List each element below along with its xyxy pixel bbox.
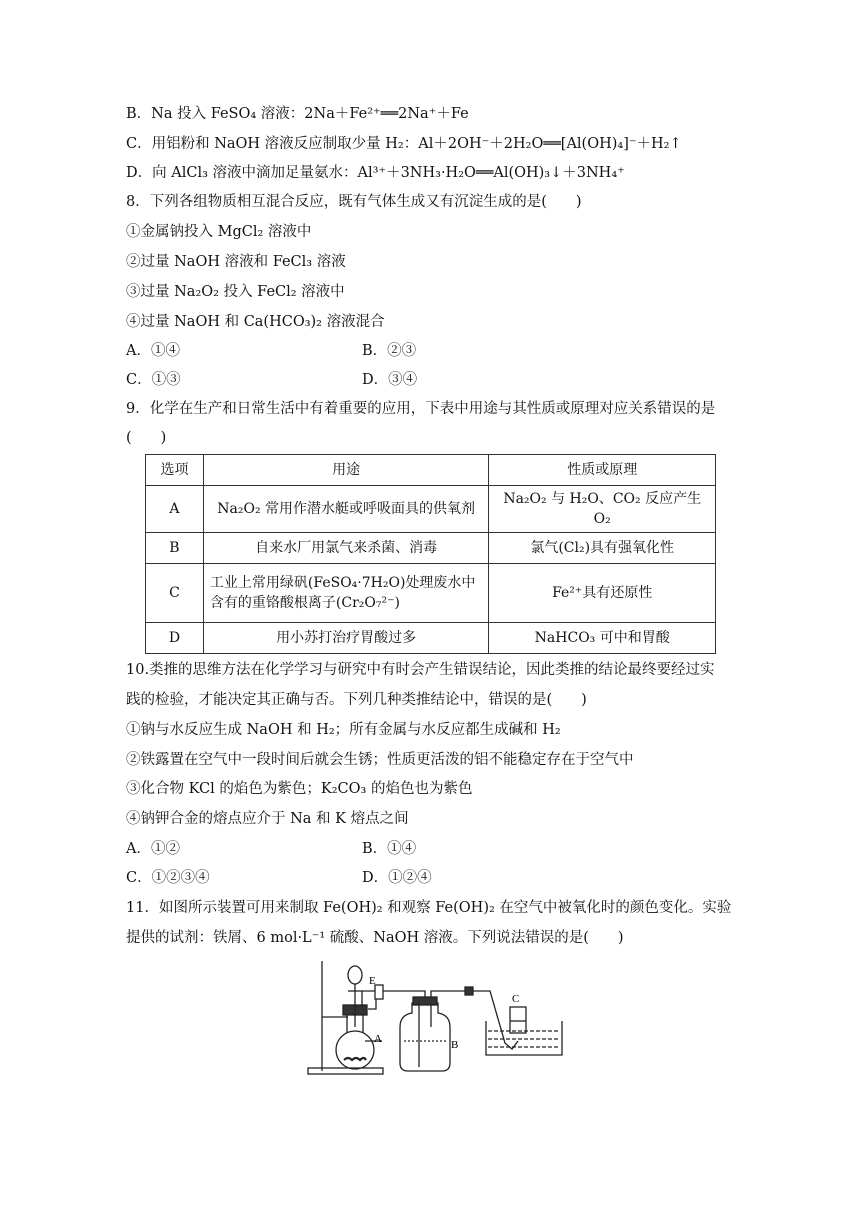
table-cell: B [146, 533, 204, 564]
table-cell: Na₂O₂ 常用作潜水艇或呼吸面具的供氧剂 [203, 486, 489, 533]
table-cell: 自来水厂用氯气来杀菌、消毒 [203, 533, 489, 564]
option-d-line: D．向 AlCl₃ 溶液中滴加足量氨水：Al³⁺＋3NH₃·H₂O══Al(OH)₃↓＋3NH₄⁺ [126, 165, 625, 181]
separatory-funnel [348, 966, 362, 984]
label-b: B [451, 1039, 459, 1051]
q10-option-a: A．①② [126, 841, 180, 857]
label-a: A [374, 1033, 382, 1045]
stand-base [308, 1068, 383, 1074]
q8-option-c: C．①③ [126, 372, 181, 388]
q9-stem: 9．化学在生产和日常生活中有着重要的应用，下表中用途与其性质或原理对应关系错误的是 [126, 401, 716, 417]
q11-stem-line2: 提供的试剂：铁屑、6 mol·L⁻¹ 硫酸、NaOH 溶液。下列说法错误的是( ) [126, 930, 624, 946]
water-trough [486, 1021, 562, 1055]
q10-item-3: ③化合物 KCl 的焰色为紫色；K₂CO₃ 的焰色也为紫色 [126, 781, 473, 797]
table-header-cell: 性质或原理 [489, 455, 716, 486]
q10-option-c: C．①②③④ [126, 870, 210, 886]
iron-filings [344, 1058, 366, 1060]
q9-table [145, 454, 716, 654]
table-cell: 工业上常用绿矾(FeSO₄·7H₂O)处理废水中含有的重铬酸根离子(Cr₂O₇²⁻) [203, 564, 489, 623]
table-cell: 氯气(Cl₂)具有强氧化性 [489, 533, 716, 564]
q10-stem-line2: 践的检验，才能决定其正确与否。下列几种类推结论中，错误的是( ) [126, 692, 587, 708]
clamp-e [375, 985, 383, 999]
table-cell: NaHCO₃ 可中和胃酸 [489, 623, 716, 654]
q10-item-4: ④钠钾合金的熔点应介于 Na 和 K 熔点之间 [126, 811, 409, 827]
table-cell: Na₂O₂ 与 H₂O、CO₂ 反应产生 O₂ [489, 486, 716, 533]
q8-item-1: ①金属钠投入 MgCl₂ 溶液中 [126, 224, 312, 240]
table-header-cell: 选项 [146, 455, 204, 486]
q10-option-d: D．①②④ [362, 870, 432, 886]
flask-a [336, 1031, 374, 1069]
q8-item-2: ②过量 NaOH 溶液和 FeCl₃ 溶液 [126, 254, 346, 270]
table-cell: C [146, 564, 204, 623]
apparatus-diagram [300, 955, 570, 1080]
q8-option-b: B．②③ [362, 343, 417, 359]
q10-option-b: B．①④ [362, 841, 417, 857]
q10-item-2: ②铁露置在空气中一段时间后就会生锈；性质更活泼的铝不能稳定存在于空气中 [126, 752, 634, 768]
q11-stem-line1: 11．如图所示装置可用来制取 Fe(OH)₂ 和观察 Fe(OH)₂ 在空气中被氧化时的颜色变化。实验 [126, 900, 732, 916]
table-header-row [146, 455, 716, 486]
table-row [146, 564, 716, 623]
table-cell: A [146, 486, 204, 533]
q10-item-1: ①钠与水反应生成 NaOH 和 H₂；所有金属与水反应都生成碱和 H₂ [126, 722, 561, 738]
label-c: C [512, 993, 520, 1005]
table-cell: D [146, 623, 204, 654]
table-cell: Fe²⁺具有还原性 [489, 564, 716, 623]
q10-stem-line1: 10.类推的思维方法在化学学习与研究中有时会产生错误结论，因此类推的结论最终要经过实 [126, 662, 715, 678]
table-row [146, 486, 716, 533]
tube-c [510, 1007, 526, 1033]
q8-option-d: D．③④ [362, 372, 418, 388]
option-b-line: B．Na 投入 FeSO₄ 溶液：2Na＋Fe²⁺══2Na⁺＋Fe [126, 106, 469, 122]
label-e: E [369, 975, 376, 987]
q8-item-3: ③过量 Na₂O₂ 投入 FeCl₂ 溶液中 [126, 284, 345, 300]
table-header-cell: 用途 [203, 455, 489, 486]
table-row [146, 533, 716, 564]
q8-item-4: ④过量 NaOH 和 Ca(HCO₃)₂ 溶液混合 [126, 314, 385, 330]
q8-option-a: A．①④ [126, 343, 180, 359]
q9-paren: ( ) [126, 430, 167, 446]
option-c-line: C．用铝粉和 NaOH 溶液反应制取少量 H₂：Al＋2OH⁻＋2H₂O══[Al(OH)₄]⁻＋H₂↑ [126, 136, 682, 152]
table-row [146, 623, 716, 654]
q8-stem: 8．下列各组物质相互混合反应，既有气体生成又有沉淀生成的是( ) [126, 194, 582, 210]
bottle-b [400, 1003, 450, 1071]
table-cell: 用小苏打治疗胃酸过多 [203, 623, 489, 654]
